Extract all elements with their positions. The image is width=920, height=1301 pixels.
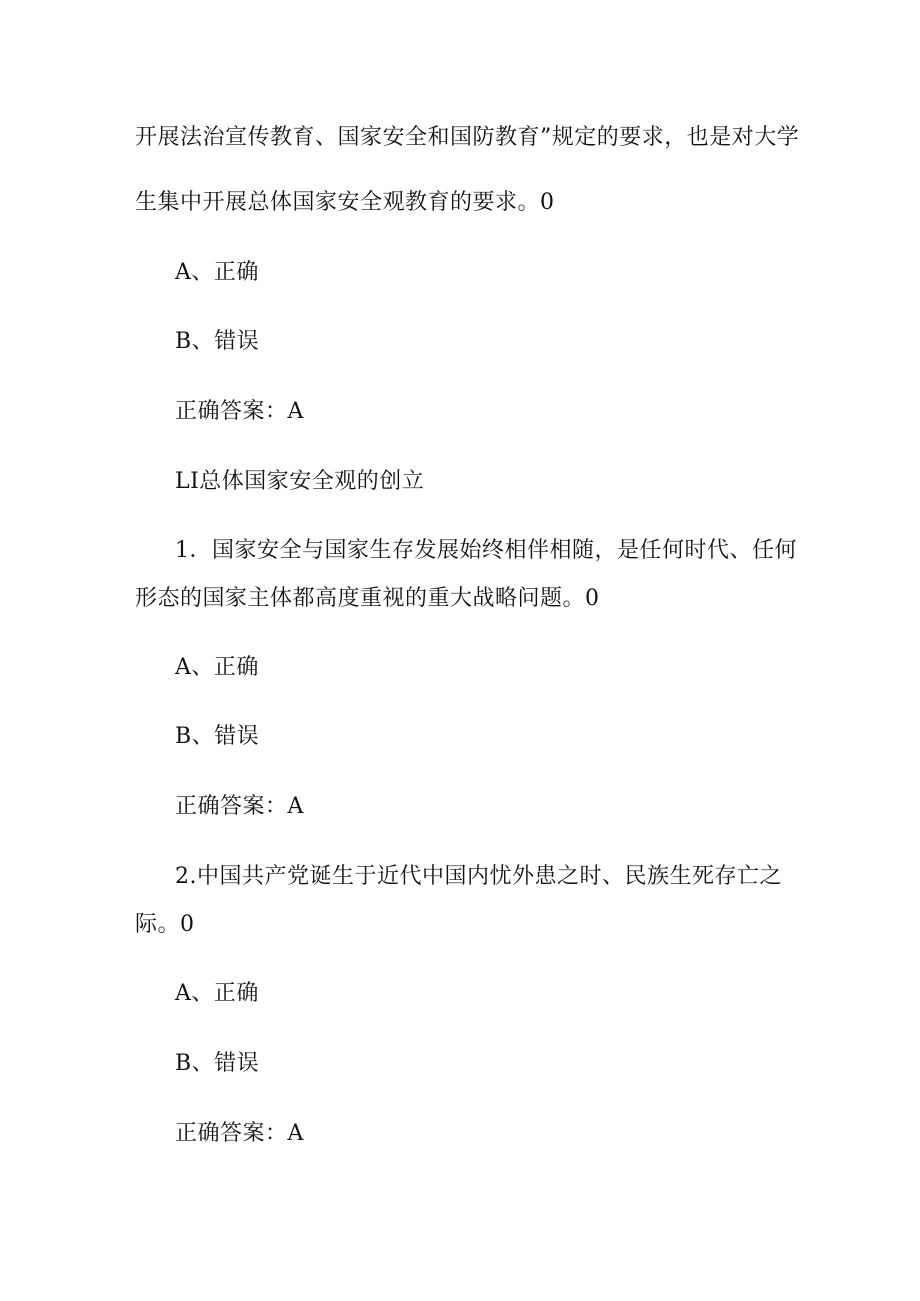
question-2-option-b: B、错误 — [175, 1051, 260, 1076]
intro-text-line-2: 生集中开展总体国家安全观教育的要求。0 — [135, 190, 555, 215]
question-2-line-2: 际。0 — [135, 912, 195, 937]
section-heading: LI总体国家安全观的创立 — [175, 469, 425, 494]
question-1-line-1: 1．国家安全与国家生存发展始终相伴相随，是任何时代、任何 — [175, 538, 797, 563]
question-2-option-a: A、正确 — [175, 981, 259, 1006]
question-1-option-b: B、错误 — [175, 724, 260, 749]
question-2-answer: 正确答案：A — [175, 1121, 304, 1146]
intro-text-line-1: 开展法治宣传教育、国家安全和国防教育”规定的要求，也是对大学 — [135, 125, 800, 150]
question-1-answer: 正确答案：A — [175, 794, 304, 819]
intro-answer: 正确答案：A — [175, 399, 304, 424]
intro-option-a: A、正确 — [175, 260, 259, 285]
question-1-option-a: A、正确 — [175, 655, 259, 680]
question-2-line-1: 2.中国共产党诞生于近代中国内忧外患之时、民族生死存亡之 — [175, 864, 782, 889]
intro-option-b: B、错误 — [175, 329, 260, 354]
question-1-line-2: 形态的国家主体都高度重视的重大战略问题。0 — [135, 586, 600, 611]
